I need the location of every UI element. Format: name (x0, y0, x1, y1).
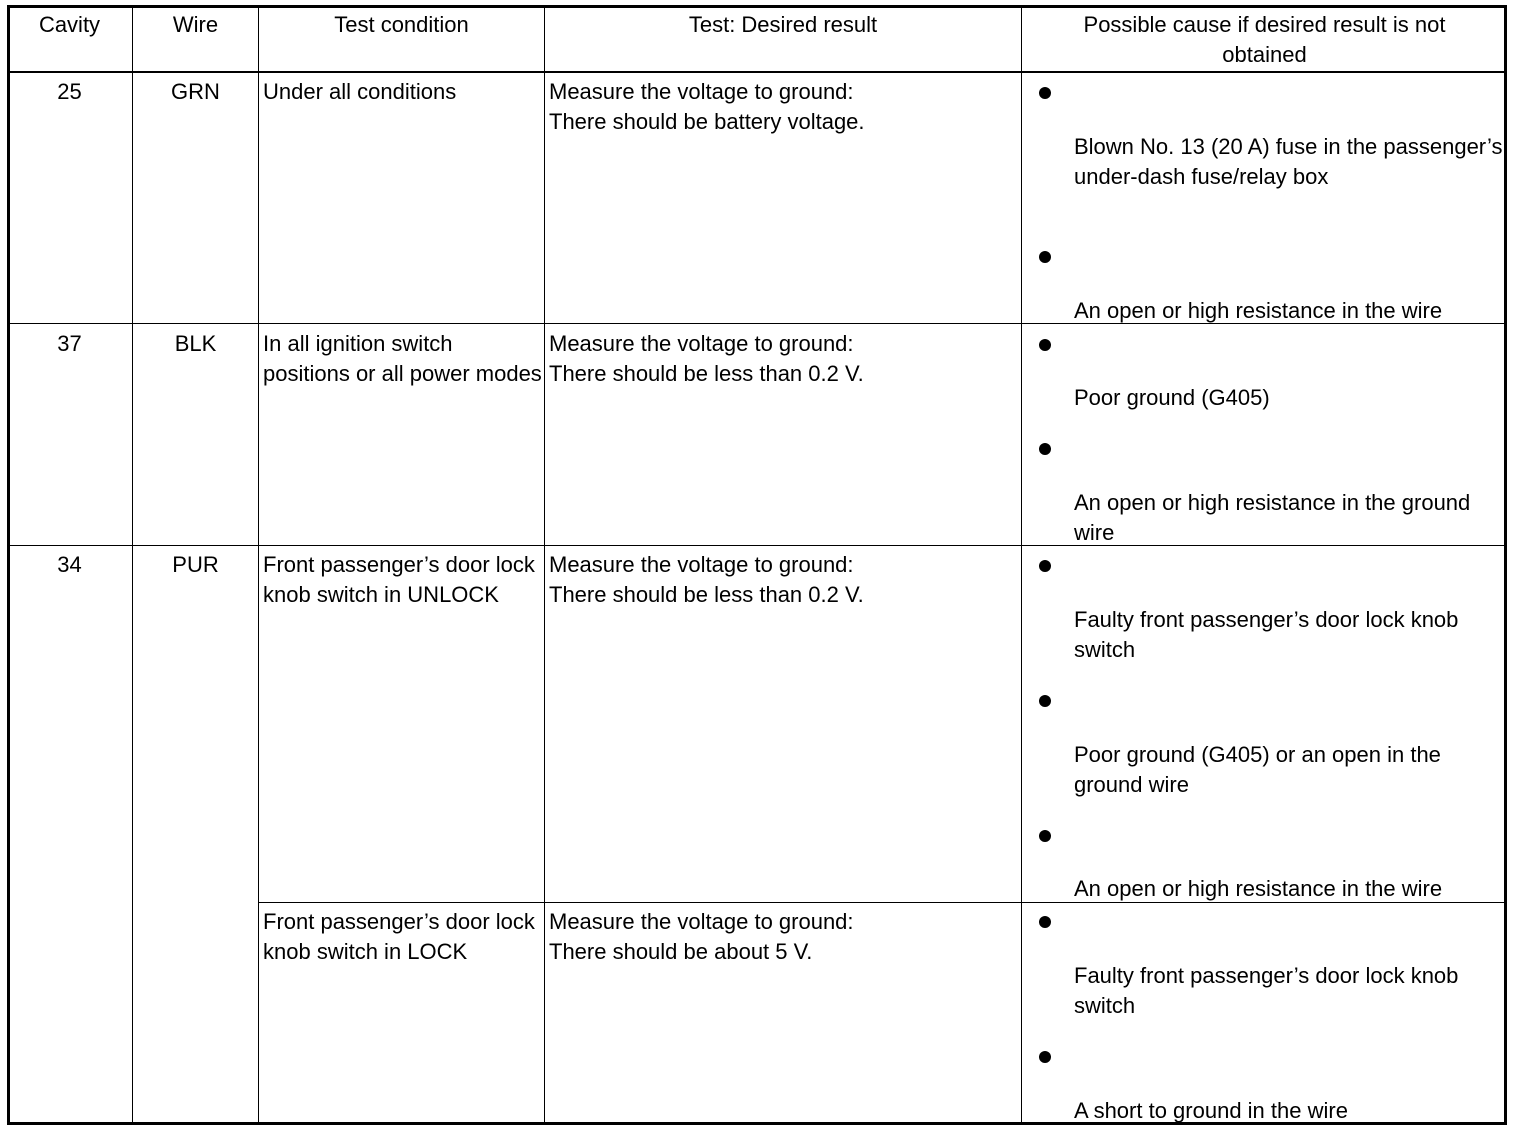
header-test-condition: Test condition (334, 12, 469, 37)
result-line: There should be less than 0.2 V. (549, 361, 864, 386)
bullet-icon (1039, 1051, 1051, 1063)
wire-color: BLK (174, 331, 217, 356)
cavity-value: 25 (57, 79, 82, 104)
desired-result (545, 547, 1021, 610)
result-line: Measure the voltage to ground: (549, 331, 854, 356)
result-line: There should be about 5 V. (549, 939, 813, 964)
header-divider (7, 71, 1507, 73)
column-divider (1021, 5, 1022, 1125)
bullet-icon (1039, 560, 1051, 572)
result-line: Measure the voltage to ground: (549, 79, 854, 104)
possible-cause: An open or high resistance in the ground wire (1074, 490, 1471, 545)
bullet-icon (1039, 830, 1051, 842)
possible-cause: An open or high resistance in the wire (1074, 298, 1443, 323)
result-line: There should be battery voltage. (549, 109, 865, 134)
header-desired-result: Test: Desired result (688, 12, 878, 37)
wire-color: PUR (172, 552, 219, 577)
header-wire: Wire (172, 12, 219, 37)
possible-cause: An open or high resistance in the wire (1074, 876, 1443, 901)
possible-cause: Poor ground (G405) or an open in the ground wire (1074, 742, 1441, 797)
test-condition: Front passenger’s door lock knob switch in LOCK (263, 909, 535, 964)
desired-result (545, 904, 1021, 967)
diagnostic-table (7, 5, 1507, 1125)
bullet-icon (1039, 87, 1051, 99)
header-cavity: Cavity (38, 12, 101, 37)
wire-color: GRN (171, 79, 220, 104)
test-condition: Front passenger’s door lock knob switch in UNLOCK (263, 552, 535, 607)
cavity-value: 37 (57, 331, 82, 356)
possible-cause: Faulty front passenger’s door lock knob switch (1074, 607, 1459, 662)
possible-cause: Blown No. 13 (20 A) fuse in the passenger’s under-dash fuse/relay box (1074, 134, 1503, 189)
desired-result (545, 326, 1021, 389)
bullet-icon (1039, 339, 1051, 351)
possible-cause: Faulty front passenger’s door lock knob switch (1074, 963, 1459, 1018)
cavity-value: 34 (57, 552, 82, 577)
test-condition: In all ignition switch positions or all power modes (263, 331, 542, 386)
possible-cause: A short to ground in the wire (1074, 1098, 1348, 1123)
result-line: Measure the voltage to ground: (549, 552, 854, 577)
result-line: There should be less than 0.2 V. (549, 582, 864, 607)
possible-cause: Poor ground (G405) (1074, 385, 1270, 410)
result-line: Measure the voltage to ground: (549, 909, 854, 934)
bullet-icon (1039, 443, 1051, 455)
bullet-icon (1039, 916, 1051, 928)
bullet-icon (1039, 695, 1051, 707)
test-condition: Under all conditions (263, 79, 457, 104)
header-possible-cause: Possible cause if desired result is not obtained (1083, 12, 1446, 67)
desired-result (545, 74, 1021, 137)
bullet-icon (1039, 251, 1051, 263)
